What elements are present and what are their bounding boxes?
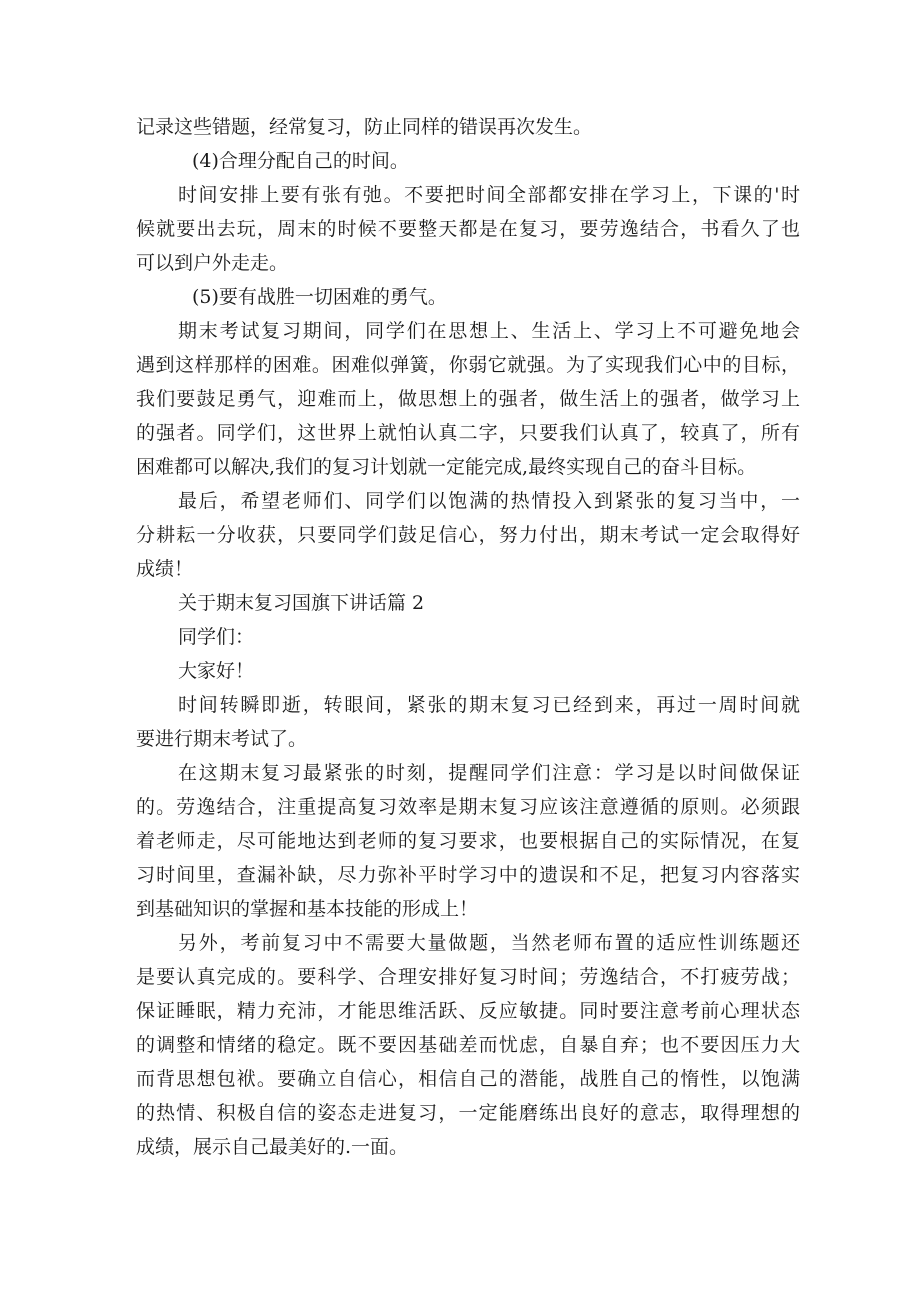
- text-line: 同学们：: [178, 626, 255, 648]
- text-line: 是要认真完成的。要科学、合理安排好复习时间；劳逸结合，不打疲劳战；: [136, 966, 800, 988]
- text-line: 期末考试复习期间，同学们在思想上、生活上、学习上不可避免地会: [178, 320, 800, 342]
- text-line: 的。劳逸结合，注重提高复习效率是期末复习应该注意遵循的原则。必须跟: [136, 796, 800, 818]
- paragraph: [136, 110, 800, 144]
- paragraph: [136, 926, 800, 1164]
- text-line: 到基础知识的掌握和基本技能的形成上！: [136, 898, 479, 920]
- text-line: 时间转瞬即逝，转眼间，紧张的期末复习已经到来，再过一周时间就: [178, 694, 800, 716]
- paragraph: [136, 654, 800, 688]
- text-line: 的强者。同学们，这世界上就怕认真二字，只要我们认真了，较真了，所有: [136, 422, 800, 444]
- paragraph: [136, 620, 800, 654]
- text-line: 成绩，展示自己最美好的.一面。: [136, 1136, 409, 1158]
- text-line: 关于期末复习国旗下讲话篇 2: [178, 592, 425, 614]
- text-line: 另外，考前复习中不需要大量做题，当然老师布置的适应性训练题还: [178, 932, 800, 954]
- text-line: 大家好！: [178, 660, 255, 682]
- document-body: [136, 110, 800, 1164]
- text-line: 成绩！: [136, 558, 194, 580]
- paragraph: [136, 756, 800, 926]
- paragraph: [136, 484, 800, 586]
- text-line: 习时间里，查漏补缺，尽力弥补平时学习中的遗误和不足，把复习内容落实: [136, 864, 800, 886]
- text-line: (4)合理分配自己的时间。: [192, 150, 409, 172]
- text-line: 最后，希望老师们、同学们以饱满的热情投入到紧张的复习当中，一: [178, 490, 800, 512]
- text-line: 可以到户外走走。: [136, 252, 289, 274]
- text-line: 时间安排上要有张有弛。不要把时间全部都安排在学习上，下课的'时: [178, 184, 800, 206]
- list-item: [136, 144, 800, 178]
- text-line: 分耕耘一分收获，只要同学们鼓足信心，努力付出，期末考试一定会取得好: [136, 524, 800, 546]
- text-line: 而背思想包袱。要确立自信心，相信自己的潜能，战胜自己的惰性，以饱满: [136, 1068, 800, 1090]
- text-line: (5)要有战胜一切困难的勇气。: [192, 286, 447, 308]
- text-line: 在这期末复习最紧张的时刻，提醒同学们注意：学习是以时间做保证: [178, 762, 800, 784]
- text-line: 的调整和情绪的稳定。既不要因基础差而忧虑，自暴自弃；也不要因压力大: [136, 1034, 800, 1056]
- text-line: 候就要出去玩，周末的时候不要整天都是在复习，要劳逸结合，书看久了也: [136, 218, 800, 240]
- list-item: [136, 280, 800, 314]
- paragraph: [136, 178, 800, 280]
- paragraph: [136, 688, 800, 756]
- text-line: 要进行期末考试了。: [136, 728, 308, 750]
- text-line: 着老师走，尽可能地达到老师的复习要求，也要根据自己的实际情况，在复: [136, 830, 800, 852]
- text-line: 我们要鼓足勇气，迎难而上，做思想上的强者，做生活上的强者，做学习上: [136, 388, 800, 410]
- text-line: 困难都可以解决,我们的复习计划就一定能完成,最终实现自己的奋斗目标。: [136, 456, 757, 478]
- section-heading: [136, 586, 800, 620]
- text-line: 遇到这样那样的困难。困难似弹簧，你弱它就强。为了实现我们心中的目标，: [136, 354, 800, 376]
- text-line: 的热情、积极自信的姿态走进复习，一定能磨练出良好的意志，取得理想的: [136, 1102, 800, 1124]
- paragraph: [136, 314, 800, 484]
- text-line: 记录这些错题，经常复习，防止同样的错误再次发生。: [136, 116, 593, 138]
- text-line: 保证睡眠，精力充沛，才能思维活跃、反应敏捷。同时要注意考前心理状态: [136, 1000, 800, 1022]
